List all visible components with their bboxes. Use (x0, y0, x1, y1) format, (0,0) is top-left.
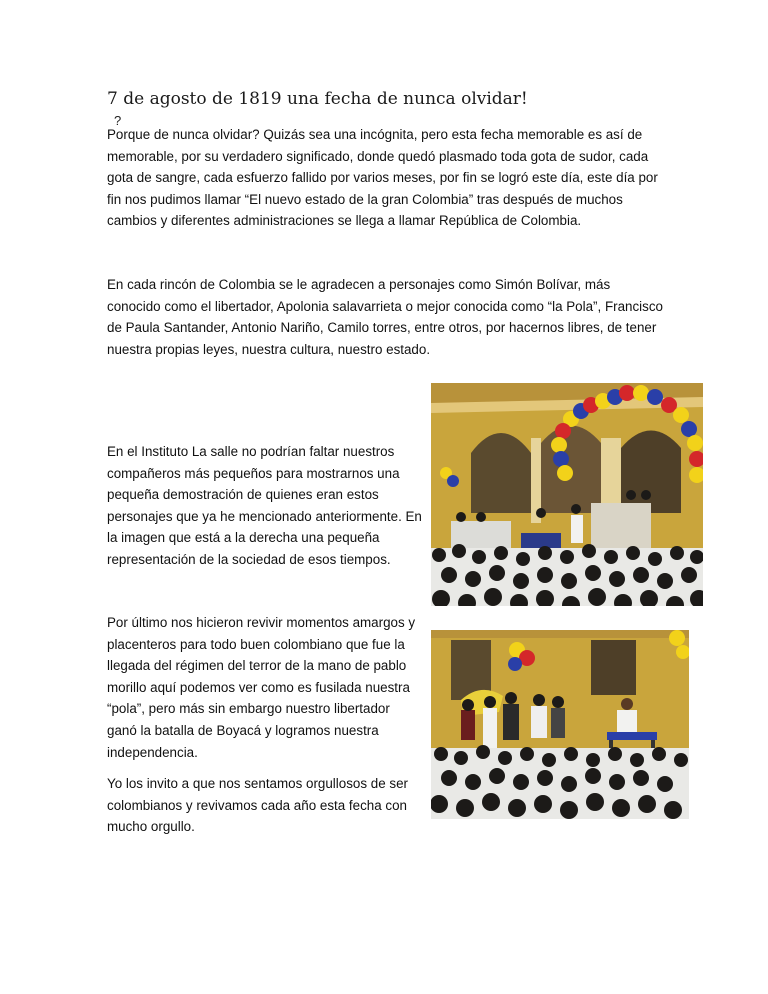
document-title: 7 de agosto de 1819 una fecha de nunca olvidar! (107, 89, 528, 109)
stray-question-mark: ? (114, 113, 122, 128)
paragraph-intro: Porque de nunca olvidar? Quizás sea una incógnita, pero esta fecha memorable es así de memorable, por su verdadero significado, donde quedó plasmado toda gota de sudor, cada gota de sangre, cada esfuerzo fallido por varios meses, por fin se logró este día, este día por fin nos pudimos llamar “El nuevo estado de la gran Colombia” tras después de muchos cambios y diferentes administraciones se llega a llamar República de Colombia. (107, 127, 658, 229)
paragraph-la-salle: En el Instituto La salle no podrían faltar nuestros compañeros más pequeños para mostrarnos una pequeña demostración de quienes eran estos personajes que ya he mencionado anteriormente. En la imagen que está a la derecha una pequeña representación de la sociedad de esos tiempos. (107, 444, 422, 567)
school-event-photo-1 (431, 383, 703, 606)
paragraph-invitation: Yo los invito a que nos sentamos orgullosos de ser colombianos y revivamos cada año esta fecha con mucho orgullo. (107, 776, 408, 835)
paragraph-heroes: En cada rincón de Colombia se le agradecen a personajes como Simón Bolívar, más conocido como el libertador, Apolonia salavarrieta o mejor conocida como “la Pola”, Francisco de Paula Santander, Antonio Nariño, Camilo torres, entre otros, por hacernos libres, de tener nuestra propias leyes, nuestra cultura, nuestro estado. (107, 277, 663, 357)
paragraph-pola: Por último nos hicieron revivir momentos amargos y placenteros para todo buen colombiano que fue la llegada del régimen del terror de la mano de pablo morillo aquí podemos ver como es fusilada nuestra “pola”, pero más sin embargo nuestro libertador ganó la batalla de Boyacá y logramos nuestra independencia. (107, 615, 416, 760)
school-event-photo-2 (431, 630, 689, 819)
